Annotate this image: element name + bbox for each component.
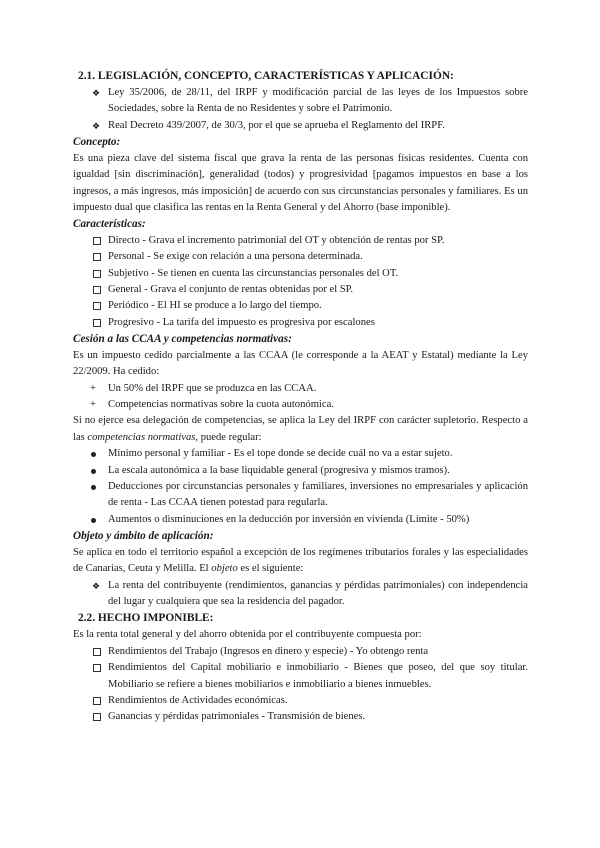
- list-item: Rendimientos del Trabajo (Ingresos en dinero y especie) - Yo obtengo renta: [73, 644, 528, 660]
- dot-bullet-icon: [91, 469, 96, 474]
- list-item: ❖ Real Decreto 439/2007, de 30/3, por el que se aprueba el Reglamento del IRPF.: [73, 118, 528, 134]
- checkbox-icon: [93, 302, 101, 310]
- checkbox-icon: [93, 286, 101, 294]
- paragraph-hecho-intro: Es la renta total general y del ahorro obtenida por el contribuyente compuesta por:: [73, 629, 422, 641]
- list-item: La escala autonómica a la base liquidable general (progresiva y mismos tramos).: [73, 463, 528, 479]
- list-item: Mínimo personal y familiar - Es el tope donde se decide cuál no va a estar sujeto.: [73, 446, 528, 462]
- plus-bullet-icon: +: [90, 399, 96, 410]
- document-page: [73, 68, 528, 726]
- laws-list: [73, 85, 528, 134]
- dot-bullet-icon: [91, 485, 96, 490]
- paragraph-concepto: Es una pieza clave del sistema fiscal que grava la renta de las personas físicas residentes. Cuenta con igualdad [sin discriminación], generalidad (todos) y progresividad [pagamos impuestos en base a los ingresos, a más ingresos, más imposición] de acuerdo con sus circunstancias personales y familiares. Es un impuesto dual que clasifica las rentas en la Renta General y del Ahorro (base imponible).: [73, 152, 528, 213]
- plus-bullet-icon: +: [90, 382, 96, 394]
- paragraph-objeto: Se aplica en todo el territorio español a excepción de los regímenes tributarios forales y las especialidades de Canarias, Ceuta y Melilla. El objeto es el siguiente:: [73, 546, 528, 575]
- list-item: Subjetivo - Se tienen en cuenta las circunstancias personales del OT.: [73, 266, 528, 282]
- checkbox-icon: [93, 648, 101, 656]
- heading-objeto: Objeto y ámbito de aplicación:: [73, 530, 214, 543]
- heading-cesion: Cesión a las CCAA y competencias normativas:: [73, 333, 292, 346]
- list-item: Rendimientos del Capital mobiliario e inmobiliario - Bienes que poseo, del que soy titular. Mobiliario se refiere a bienes mobiliarios e inmobiliario a bienes inmuebles.: [73, 660, 528, 693]
- diamond-bullet-icon: ❖: [92, 88, 101, 98]
- objeto-list: [73, 578, 528, 611]
- list-item: Deducciones por circunstancias personales y familiares, inversiones no empresariales y aplicación de renta - Las CCAA tienen potestad para regularla.: [73, 479, 528, 512]
- list-item: ❖ Ley 35/2006, de 28/11, del IRPF y modificación parcial de las leyes de los Impuestos sobre Sociedades, sobre la Renta de no Residentes y sobre el Patrimonio.: [92, 87, 528, 115]
- heading-caracteristicas: Características:: [73, 218, 146, 231]
- diamond-bullet-icon: ❖: [92, 580, 101, 591]
- list-item: Periódico - El HI se produce a lo largo del tiempo.: [73, 298, 528, 314]
- checkbox-icon: [93, 664, 101, 672]
- paragraph-cesion: Es un impuesto cedido parcialmente a las CCAA (le corresponde a la AEAT y Estatal) mediante la Ley 22/2009. Ha cedido:: [73, 349, 528, 378]
- hecho-list: [73, 644, 528, 726]
- list-item: General - Grava el conjunto de rentas obtenidas por el SP.: [73, 282, 528, 298]
- list-item: Aumentos o disminuciones en la deducción por inversión en vivienda (Límite - 50%): [73, 512, 528, 528]
- list-item: ❖ La renta del contribuyente (rendimientos, ganancias y pérdidas patrimoniales) con independencia del lugar y cualquiera que sea la residencia del pagador.: [92, 579, 528, 607]
- dot-bullet-icon: [91, 452, 96, 457]
- list-item: + Competencias normativas sobre la cuota autonómica.: [73, 397, 528, 413]
- regular-list: [73, 446, 528, 528]
- checkbox-icon: [93, 270, 101, 278]
- list-item: Progresivo - La tarifa del impuesto es progresiva por escalones: [73, 315, 528, 331]
- section-title-hecho-imponible: 2.2. HECHO IMPONIBLE:: [78, 612, 214, 625]
- paragraph-delegacion: Si no ejerce esa delegación de competencias, se aplica la Ley del IRPF con carácter supletorio. Respecto a las competencias normativas, puede regular:: [73, 415, 528, 443]
- heading-concepto: Concepto:: [73, 136, 121, 149]
- list-item: Personal - Se exige con relación a una persona determinada.: [73, 249, 528, 265]
- cesion-list: [73, 381, 528, 414]
- list-item: Rendimientos de Actividades económicas.: [73, 693, 528, 709]
- caracteristicas-list: [73, 233, 528, 331]
- checkbox-icon: [93, 697, 101, 705]
- dot-bullet-icon: [91, 518, 96, 523]
- diamond-bullet-icon: ❖: [92, 120, 101, 131]
- list-item: + Un 50% del IRPF que se produzca en las CCAA.: [73, 381, 528, 397]
- checkbox-icon: [93, 713, 101, 721]
- checkbox-icon: [93, 319, 101, 327]
- list-item: Ganancias y pérdidas patrimoniales - Transmisión de bienes.: [73, 709, 528, 725]
- checkbox-icon: [93, 253, 101, 261]
- checkbox-icon: [93, 237, 101, 245]
- list-item: Directo - Grava el incremento patrimonial del OT y obtención de rentas por SP.: [73, 233, 528, 249]
- section-title-legislacion: 2.1. LEGISLACIÓN, CONCEPTO, CARACTERÍSTICAS Y APLICACIÓN:: [78, 70, 454, 82]
